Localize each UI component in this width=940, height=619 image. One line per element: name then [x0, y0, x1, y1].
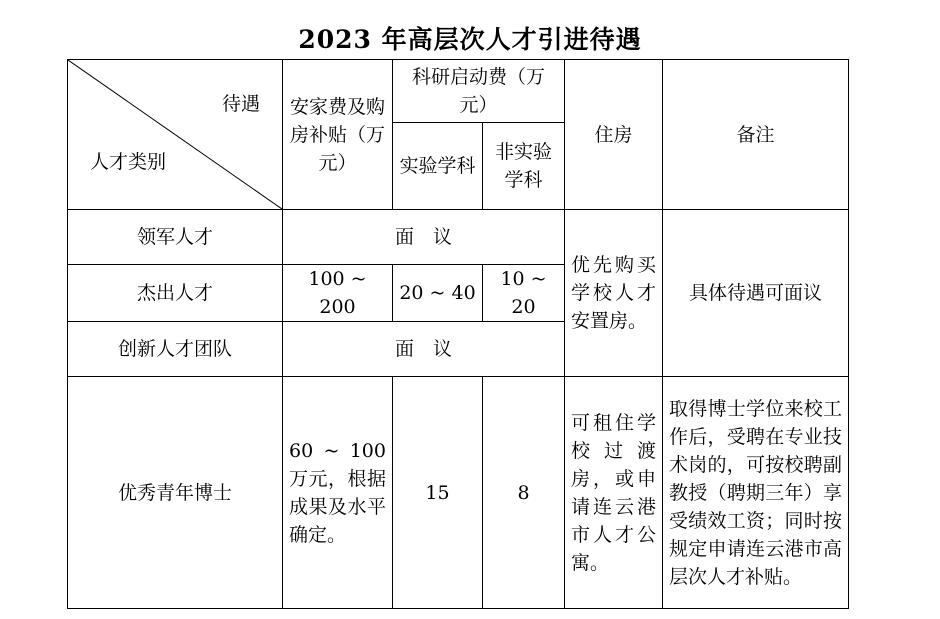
youth-lab: 15	[393, 377, 483, 609]
youth-settle: 60 ~ 100 万元，根据成果及水平确定。	[283, 377, 393, 609]
leading-negotiable: 面 议	[283, 210, 565, 265]
header-remarks: 备注	[663, 60, 849, 210]
youth-housing: 可租住学校过渡房，或申请连云港市人才公寓。	[565, 377, 663, 609]
header-settle: 安家费及购房补贴（万元）	[283, 60, 393, 210]
diagonal-header-cell	[68, 60, 283, 210]
youth-remarks: 取得博士学位来校工作后，受聘在专业技术岗的，可按校聘副教授（聘期三年）享受绩效工资；同时按规定申请连云港市高层次人才补贴。	[663, 377, 849, 609]
page-title: 2023 年高层次人才引进待遇	[298, 25, 642, 54]
category-youth: 优秀青年博士	[68, 377, 283, 609]
remarks-negotiable: 具体待遇可面议	[663, 210, 849, 377]
outstanding-nonlab: 10 ~ 20	[483, 265, 565, 322]
category-team: 创新人才团队	[68, 322, 283, 377]
outstanding-lab: 20 ~ 40	[393, 265, 483, 322]
benefits-table	[67, 59, 849, 609]
header-housing: 住房	[565, 60, 663, 210]
category-outstanding: 杰出人才	[68, 265, 283, 322]
header-nonlab: 非实验学科	[483, 123, 565, 210]
diagonal-label-category: 人才类别	[90, 151, 167, 173]
header-lab: 实验学科	[393, 123, 483, 210]
diagonal-label-benefits: 待遇	[221, 93, 260, 115]
diagonal-line	[68, 60, 282, 209]
housing-priority: 优先购买学校人才安置房。	[565, 210, 663, 377]
outstanding-settle: 100 ~ 200	[283, 265, 393, 322]
header-research: 科研启动费（万元）	[393, 60, 565, 123]
category-leading: 领军人才	[68, 210, 283, 265]
team-negotiable: 面 议	[283, 322, 565, 377]
youth-nonlab: 8	[483, 377, 565, 609]
